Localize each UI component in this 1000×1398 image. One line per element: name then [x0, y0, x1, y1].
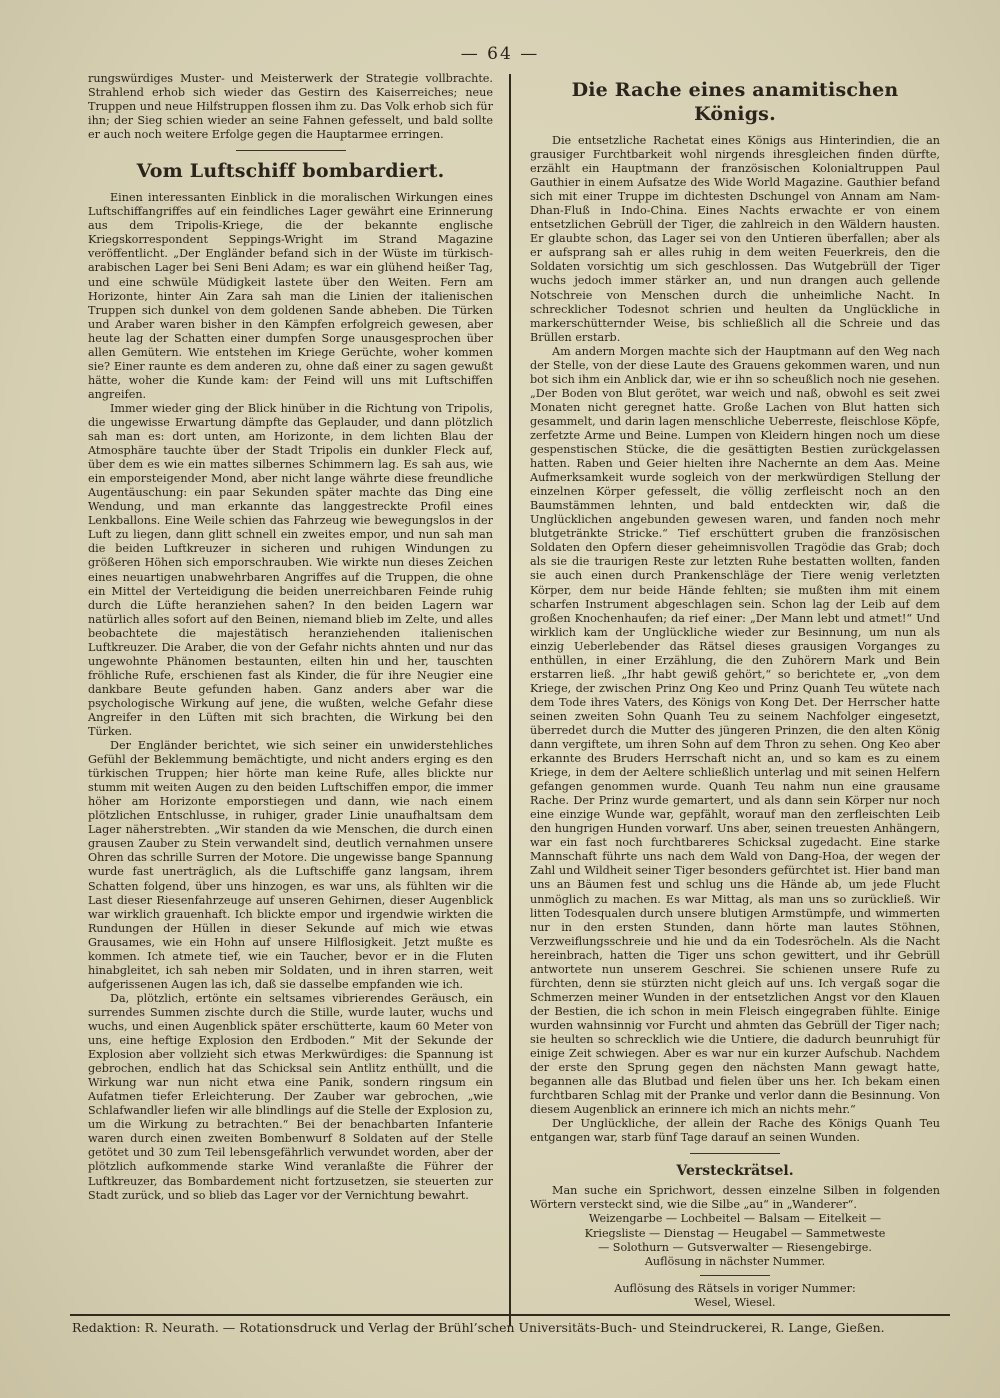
column-divider: [509, 74, 511, 1326]
left-column: [88, 72, 493, 1294]
footer-rule: [70, 1314, 950, 1316]
riddle-words-line: Kriegsliste — Dienstag — Heugabel — Sammetweste: [584, 1226, 886, 1240]
article-paragraph: Einen interessanten Einblick in die moralischen Wirkungen eines Luftschiffangriffes auf ein feindliches Lager gewährt eine Erinnerung aus dem Tripolis-Kriege, die der bekannte englische Kriegskorrespondent Seppings-Wright im Strand Magazine veröffentlicht. „Der Engländer befand sich in der Wüste im türkisch-arabischen Lager bei Seni Beni Adam; es war ein glühend heißer Tag, und eine schwüle Müdigkeit lastete über den Weiten. Fern am Horizonte, hinter Ain Zara sah man die Linien der italienischen Truppen sich dunkel von dem goldenen Sande abheben. Die Türken und Araber waren bisher in den Kämpfen erfolgreich gewesen, aber heute lag der Schatten einer dumpfen Sorge unausgesprochen über allen Gemütern. Wie entstehen im Kriege Gerüchte, woher kommen sie? Einer raunte es dem anderen zu, ohne daß einer zu sagen gewußt hätte, woher die Kunde kam: der Feind will uns mit Luftschiffen angreifen.: [88, 191, 493, 401]
riddle-words-line: Weizengarbe — Lochbeitel — Balsam — Eitelkeit —: [588, 1212, 882, 1226]
article-paragraph: Der Engländer berichtet, wie sich seiner ein unwiderstehliches Gefühl der Beklemmung bemächtigte, und nicht anders erging es den türkischen Truppen; hier hörte man keine Rufe, alles blickte nur stumm mit weiten Augen zu den beiden Luftschiffen empor, die immer höher am Horizonte emporstiegen und dann, wie nach einem plötzlichen Entschlusse, in ruhiger, grader Linie unaufhaltsam dem Lager näherstrebten. „Wir standen da wie Menschen, die durch einen grausen Zauber zu Stein verwandelt sind, deutlich vernahmen unsere Ohren das schrille Surren der Motore. Die ungewisse bange Spannung wurde fast unerträglich, als die Luftschiffe ganz langsam, ihrem Schatten folgend, über uns hinzogen, es war uns, als fühlten wir die Last dieser Riesenfahrzeuge auf unseren Gehirnen, dieser Augenblick war wirklich grauenhaft. Ich blickte empor und irgendwie wirkten die Rundungen der Hüllen in dieser Sekunde auf mich wie etwas Grausames, wie ein Hohn auf unsere Hilflosigkeit. Jetzt mußte es kommen. Ich atmete tief, wie ein Taucher, bevor er in die Fluten hinabgleitet, ich sah neben mir Soldaten, und in ihren starren, weit aufgerissenen Augen las ich, daß sie dasselbe empfanden wie ich.: [88, 739, 493, 991]
imprint-footer: Redaktion: R. Neurath. — Rotationsdruck und Verlag der Brühl’schen Universitäts-Buch- und Steindruckerei, R. Lange, Gießen.: [72, 1320, 885, 1335]
article-paragraph: Da, plötzlich, ertönte ein seltsames vibrierendes Geräusch, ein surrendes Summen zischte durch die Stille, wurde lauter, wuchs und wuchs, und einen Augenblick später erschütterte, kaum 60 Meter von uns, eine heftige Explosion den Erdboden.“ Mit der Sekunde der Explosion aber vollzieht sich etwas Merkwürdiges: die Spannung ist gebrochen, endlich hat das Schicksal sein Antlitz enthüllt, und die Wirkung war nun nicht etwa eine Panik, sondern ringsum ein Aufatmen tiefer Erleichterung. Der Zauber war gebrochen, „wie Schlafwandler liefen wir alle blindlings auf die Stelle der Explosion zu, um die Wirkung zu betrachten.“ Bei der benachbarten Infanterie waren durch einen zweiten Bombenwurf 8 Soldaten auf der Stelle getötet und 30 zum Teil lebensgefährlich verwundet worden, aber der plötzlich aufkommende starke Wind veranlaßte die Führer der Luftkreuzer, das Bombardement nicht fortzusetzen, sie steuerten zur Stadt zurück, und so blieb das Lager vor der Vernichtung bewahrt.: [88, 991, 493, 1202]
article-title-revenge: Die Rache eines anamitischen Königs.: [571, 79, 899, 125]
article-title-airship: Vom Luftschiff bombardiert.: [136, 160, 445, 183]
separator-line: [690, 1153, 780, 1154]
riddle-next-note: Auflösung in nächster Nummer.: [644, 1254, 826, 1268]
separator-line: [236, 150, 346, 151]
article-paragraph: Am andern Morgen machte sich der Hauptmann auf den Weg nach der Stelle, von der diese Laute des Grauens gekommen waren, und nun bot sich ihm ein Anblick dar, wie er ihn so scheußlich noch nie gesehen. „Der Boden von Blut gerötet, war weich und naß, obwohl es seit zwei Monaten nicht geregnet hatte. Große Lachen von Blut hatten sich gesammelt, und darin lagen menschliche Ueberreste, fleischlose Köpfe, zerfetzte Arme und Beine. Lumpen von Kleidern hingen noch um diese gespenstischen Stücke, die die gesättigten Bestien zurückgelassen hatten. Raben und Geier hielten ihre Nachernte an dem Aas. Meine Aufmerksamkeit wurde sogleich von der merkwürdigen Stellung der einzelnen Körper gefesselt, die völlig zerfleischt noch an den Baumstämmen lehnten, und bald entdeckten wir, daß die Unglücklichen angebunden gewesen waren, und fanden noch mehr blutgetränkte Stricke.“ Tief erschüttert gruben die französischen Soldaten den Opfern dieser geheimnisvollen Tragödie das Grab; doch als sie die traurigen Reste zur letzten Ruhe bestatten wollten, fanden sie auch einen durch Prankenschläge der Tiere wenig verletzten Körper, dem nur beide Hände fehlten; sie mußten ihm mit einem scharfen Instrument abgeschlagen sein. Schon lag der Leib auf dem großen Knochenhaufen; da rief einer: „Der Mann lebt und atmet!“ Und wirklich kam der Unglückliche wieder zur Besinnung, um nun als einzig Ueberlebender das Rätsel dieses grausigen Vorganges zu enthüllen, in einer Erzählung, die den Zuhörern Mark und Bein erstarren ließ. „Ihr habt gewiß gehört,“ so berichtete er, „von dem Kriege, der zwischen Prinz Ong Keo und Prinz Quanh Teu wütete nach dem Tode ihres Vaters, des Königs von Kong Det. Der Herrscher hatte seinen zweiten Sohn Quanh Teu zu seinem Nachfolger eingesetzt, überredet durch die Mutter des jüngeren Prinzen, die den alten König dann vergiftete, um ihren Sohn auf dem Thron zu sehen. Ong Keo aber erkannte des Bruders Herrschaft nicht an, und so kam es zu einem Kriege, in dem der Aeltere schließlich unterlag und mit seinen Helfern gefangen genommen wurde. Quanh Teu nahm nun eine grausame Rache. Der Prinz wurde gemartert, und als dann sein Körper nur noch eine einzige Wunde war, gepfählt, worauf man den zerfleischten Leib den hungrigen Hunden vorwarf. Uns aber, seinen treuesten Anhängern, war ein fast noch furchtbareres Schicksal zugedacht. Eine starke Mannschaft führte uns nach dem Wald von Dang-Hoa, der wegen der Zahl und Wildheit seiner Tiger besonders gefürchtet ist. Hier band man uns an Bäumen fest und schlug uns die Hände ab, um jede Flucht unmöglich zu machen. Es war Mittag, als man uns so zurückließ. Wir litten Todesqualen durch unsere blutigen Armstümpfe, und wimmerten nur in den ersten Stunden, dann hörte man lautes Stöhnen, Verzweiflungsschreie und hie und da ein Todesröcheln. Als die Nacht hereinbrach, hatten die Tiger uns schon gewittert, und ihr Gebrüll antwortete nun unserem Geschrei. Sie schienen unsere Rufe zu fürchten, denn sie stürzten nicht gleich auf uns. Ich vergaß sogar die Schmerzen meiner Wunden in der entsetzlichen Angst vor den Klauen der Bestien, die ich schon in mein Fleisch eingegraben fühlte. Einige wurden wahnsinnig vor Furcht und ahmten das Gebrüll der Tiger nach; sie heulten so schrecklich wie die Untiere, die dadurch beunruhigt für einige Zeit schwiegen. Aber es war nur ein kurzer Aufschub. Nachdem der erste den Sprung gegen den nächsten Mann gewagt hatte, begannen alle das Blutbad und fielen über uns her. Ich bekam einen furchtbaren Schlag mit der Pranke und verlor dann die Besinnung. Von diesem Augenblick an erinnere ich mich an nichts mehr.“: [530, 344, 940, 1117]
riddle-words-line: — Solothurn — Gutsverwalter — Riesengebirge.: [598, 1240, 872, 1254]
riddle-box: [530, 1162, 940, 1309]
article-paragraph: Immer wieder ging der Blick hinüber in die Richtung von Tripolis, die ungewisse Erwartung dämpfte das Geplauder, und dann plötzlich sah man es: dort unten, am Horizonte, in dem lichten Blau der Atmosphäre tauchte über der Stadt Tripolis ein dunkler Fleck auf, über dem es wie ein mattes silbernes Schimmern lag. Es sah aus, wie ein emporsteigender Mond, aber nicht lange währte diese freundliche Augentäuschung: ein paar Sekunden später machte das Ding eine Wendung, und man erkannte das langgestreckte Profil eines Lenkballons. Eine Weile schien das Fahrzeug wie bewegungslos in der Luft zu liegen, dann glitt schnell ein zweites empor, und nun sah man die beiden Luftkreuzer in sicheren und ruhigen Windungen zu größeren Höhen sich emporschrauben. Wie wirkte nun dieses Zeichen eines neuartigen unabwehrbaren Angriffes auf die Truppen, die ohne ein Mittel der Verteidigung die beiden unerreichbaren Feinde ruhig durch die Lüfte heranziehen sahen? In den beiden Lagern war natürlich alles sofort auf den Beinen, niemand blieb im Zelte, und alles beobachtete die majestätisch heranziehenden italienischen Luftkreuzer. Die Araber, die von der Gefahr nichts ahnten und nur das ungewohnte Phänomen bestaunten, eilten hin und her, tauschten fröhliche Rufe, erschienen fast als Kinder, die für ihre Neugier eine dankbare Beute gefunden haben. Ganz anders aber war die psychologische Wirkung auf jene, die wußten, welche Gefahr diese Angreifer in den Lüften mit sich brachten, die Wirkung bei den Türken.: [88, 401, 493, 739]
article-paragraph: Der Unglückliche, der allein der Rache des Königs Quanh Teu entgangen war, starb fünf Tage darauf an seinen Wunden.: [530, 1117, 940, 1145]
right-column: [530, 72, 940, 1309]
article-paragraph: Die entsetzliche Rachetat eines Königs aus Hinterindien, die an grausiger Furchtbarkeit wohl nirgends ihresgleichen finden dürfte, erzählt ein Hauptmann der französischen Kolonialtruppen Paul Gauthier in einem Aufsatze des Wide World Magazine. Gauthier befand sich mit einer Truppe im dichtesten Dschungel von Annam am Nam-Dhan-Fluß in Indo-China. Eines Nachts erwachte er von einem entsetzlichen Gebrüll der Tiger, die zahlreich in den Wäldern hausten. Er glaubte schon, das Lager sei von den Untieren überfallen; aber als er aufsprang sah er alles ruhig in dem weiten Feuerkreis, den die Soldaten vorsichtig um sich geschlossen. Das Wutgebrüll der Tiger wuchs jedoch immer stärker an, und nun drangen auch gellende Notschreie von Menschen durch die unheimliche Nacht. In schrecklicher Todesnot schrien und heulten da Unglückliche in markerschütternder Weise, bis schließlich all die Schreie und das Brüllen erstarb.: [530, 134, 940, 344]
page-number: — 64 —: [460, 44, 540, 64]
riddle-intro: Man suche ein Sprichwort, dessen einzelne Silben in folgenden Wörtern versteckt sind, wie die Silbe „au“ in „Wanderer“.: [530, 1184, 940, 1212]
separator-line: [700, 1275, 770, 1276]
riddle-previous-label: Auflösung des Rätsels in voriger Nummer:: [614, 1281, 856, 1295]
riddle-title: Versteckrätsel.: [676, 1163, 794, 1180]
riddle-previous-answer: Wesel, Wiesel.: [694, 1295, 776, 1309]
intro-paragraph: rungswürdiges Muster- und Meisterwerk der Strategie vollbrachte. Strahlend erhob sich wieder das Gestirn des Kaiserreiches; neue Truppen und neue Hilfstruppen flossen ihm zu. Das Volk erhob sich für ihn; der Sieg schien wieder an seine Fahnen gefesselt, und bald sollte er auch noch weitere Erfolge gegen die Hauptarmee erringen.: [88, 72, 493, 142]
